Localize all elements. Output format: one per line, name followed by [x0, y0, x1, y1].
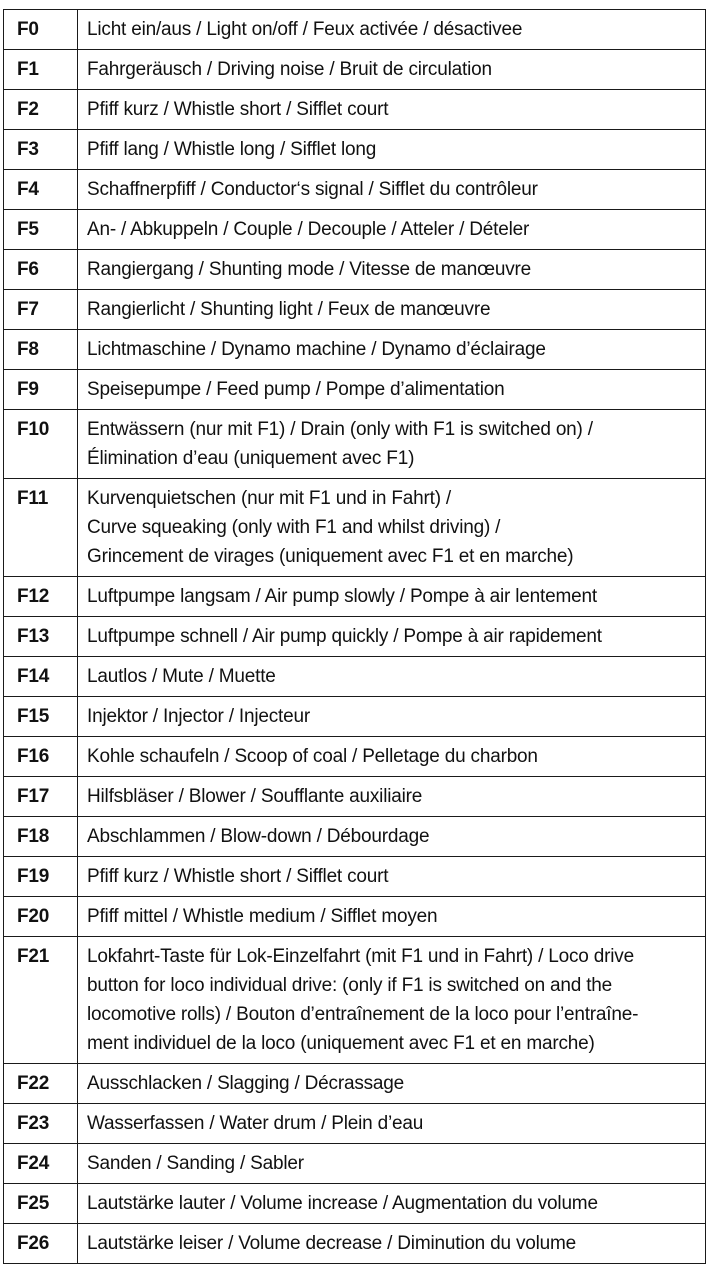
- function-description: Abschlammen / Blow-down / Débourdage: [78, 817, 706, 857]
- function-key: F5: [4, 210, 78, 250]
- function-key: F13: [4, 617, 78, 657]
- function-description: Lautstärke leiser / Volume decrease / Diminution du volume: [78, 1224, 706, 1264]
- function-row: [4, 370, 706, 410]
- function-key: F9: [4, 370, 78, 410]
- function-description: Kohle schaufeln / Scoop of coal / Pelletage du charbon: [78, 737, 706, 777]
- function-row: [4, 737, 706, 777]
- function-row: [4, 250, 706, 290]
- function-description: Rangierlicht / Shunting light / Feux de manœuvre: [78, 290, 706, 330]
- function-key: F23: [4, 1104, 78, 1144]
- function-table-body: [4, 10, 706, 1264]
- function-description: Kurvenquietschen (nur mit F1 und in Fahrt) / Curve squeaking (only with F1 and whilst driving) / Grincement de virages (uniquement avec F1 et en marche): [78, 479, 706, 577]
- function-key: F11: [4, 479, 78, 577]
- function-key: F19: [4, 857, 78, 897]
- function-row: [4, 1144, 706, 1184]
- function-key: F8: [4, 330, 78, 370]
- function-key: F14: [4, 657, 78, 697]
- function-key: F21: [4, 937, 78, 1064]
- function-key: F18: [4, 817, 78, 857]
- function-description: Sanden / Sanding / Sabler: [78, 1144, 706, 1184]
- function-key: F22: [4, 1064, 78, 1104]
- function-row: [4, 577, 706, 617]
- function-row: [4, 697, 706, 737]
- function-row: [4, 1064, 706, 1104]
- function-description: Wasserfassen / Water drum / Plein d’eau: [78, 1104, 706, 1144]
- function-key: F7: [4, 290, 78, 330]
- function-key: F17: [4, 777, 78, 817]
- function-key: F3: [4, 130, 78, 170]
- function-row: [4, 777, 706, 817]
- function-row: [4, 330, 706, 370]
- function-row: [4, 210, 706, 250]
- function-table: [3, 9, 706, 1264]
- function-key: F6: [4, 250, 78, 290]
- function-row: [4, 410, 706, 479]
- function-description: An- / Abkuppeln / Couple / Decouple / Atteler / Dételer: [78, 210, 706, 250]
- function-description: Entwässern (nur mit F1) / Drain (only with F1 is switched on) / Élimination d’eau (uniquement avec F1): [78, 410, 706, 479]
- function-description: Pfiff lang / Whistle long / Sifflet long: [78, 130, 706, 170]
- function-description: Lichtmaschine / Dynamo machine / Dynamo d’éclairage: [78, 330, 706, 370]
- function-row: [4, 617, 706, 657]
- function-key: F15: [4, 697, 78, 737]
- function-row: [4, 657, 706, 697]
- function-description: Lautstärke lauter / Volume increase / Augmentation du volume: [78, 1184, 706, 1224]
- function-description: Fahrgeräusch / Driving noise / Bruit de circulation: [78, 50, 706, 90]
- function-description: Lautlos / Mute / Muette: [78, 657, 706, 697]
- function-row: [4, 170, 706, 210]
- function-key: F4: [4, 170, 78, 210]
- function-key: F12: [4, 577, 78, 617]
- function-key: F0: [4, 10, 78, 50]
- function-description: Licht ein/aus / Light on/off / Feux activée / désactivee: [78, 10, 706, 50]
- function-key: F26: [4, 1224, 78, 1264]
- function-description: Pfiff kurz / Whistle short / Sifflet court: [78, 90, 706, 130]
- function-key: F16: [4, 737, 78, 777]
- function-row: [4, 90, 706, 130]
- function-description: Ausschlacken / Slagging / Décrassage: [78, 1064, 706, 1104]
- function-description: Lokfahrt-Taste für Lok-Einzelfahrt (mit F1 und in Fahrt) / Loco drive button for loco individual drive: (only if F1 is switched on and the locomotive rolls) / Bouton d’entraînement de la loco pour l’entraîne- ment individuel de la loco (uniquement avec F1 et en marche): [78, 937, 706, 1064]
- function-description: Injektor / Injector / Injecteur: [78, 697, 706, 737]
- function-row: [4, 1224, 706, 1264]
- function-key: F10: [4, 410, 78, 479]
- function-row: [4, 1184, 706, 1224]
- function-description: Luftpumpe schnell / Air pump quickly / Pompe à air rapidement: [78, 617, 706, 657]
- function-description: Pfiff kurz / Whistle short / Sifflet court: [78, 857, 706, 897]
- function-description: Rangiergang / Shunting mode / Vitesse de manœuvre: [78, 250, 706, 290]
- function-row: [4, 290, 706, 330]
- function-row: [4, 479, 706, 577]
- function-row: [4, 50, 706, 90]
- function-key: F24: [4, 1144, 78, 1184]
- function-key: F2: [4, 90, 78, 130]
- function-row: [4, 1104, 706, 1144]
- function-key: F1: [4, 50, 78, 90]
- function-description: Hilfsbläser / Blower / Soufflante auxiliaire: [78, 777, 706, 817]
- function-row: [4, 857, 706, 897]
- function-description: Speisepumpe / Feed pump / Pompe d’alimentation: [78, 370, 706, 410]
- function-description: Pfiff mittel / Whistle medium / Sifflet moyen: [78, 897, 706, 937]
- function-row: [4, 897, 706, 937]
- function-row: [4, 817, 706, 857]
- function-row: [4, 130, 706, 170]
- function-row: [4, 10, 706, 50]
- function-row: [4, 937, 706, 1064]
- function-key: F20: [4, 897, 78, 937]
- function-key: F25: [4, 1184, 78, 1224]
- function-description: Luftpumpe langsam / Air pump slowly / Pompe à air lentement: [78, 577, 706, 617]
- function-description: Schaffnerpfiff / Conductor‘s signal / Sifflet du contrôleur: [78, 170, 706, 210]
